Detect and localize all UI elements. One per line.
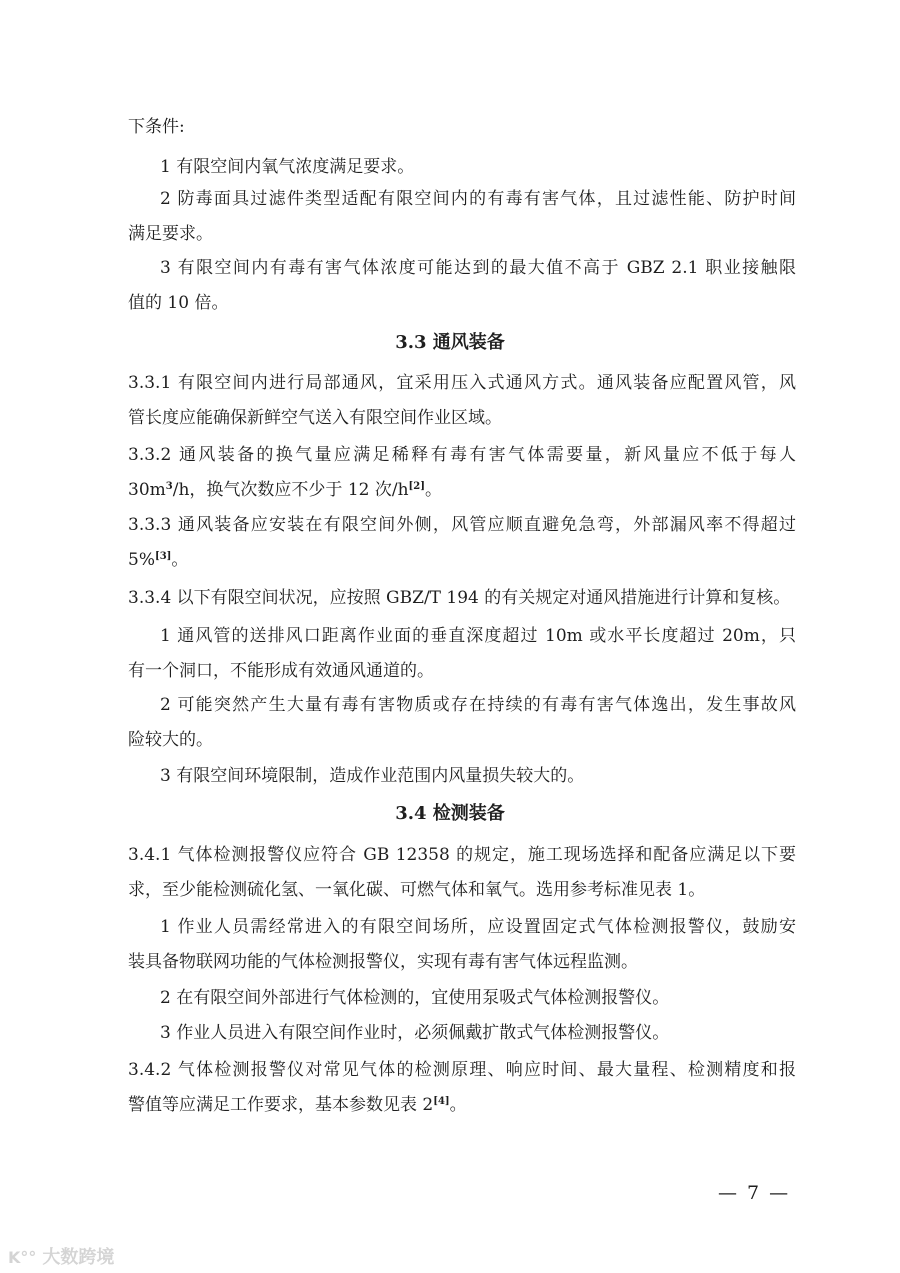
text-segment: 。 xyxy=(449,1095,467,1115)
text-segment: 下条件: xyxy=(128,117,185,137)
text-segment: 2 可能突然产生大量有毒有害物质或存在持续的有毒有害气体逸出，发生事故风 xyxy=(160,695,796,715)
list-item-line xyxy=(128,729,796,751)
text-segment: 管长度应能确保新鲜空气送入有限空间作业区域。 xyxy=(128,408,502,428)
text-segment: 3 有限空间内有毒有害气体浓度可能达到的最大值不高于 GBZ 2.1 职业接触限 xyxy=(160,258,796,278)
text-segment: 3 有限空间环境限制，造成作业范围内风量损失较大的。 xyxy=(160,766,585,786)
text-segment: 1 作业人员需经常进入的有限空间场所，应设置固定式气体检测报警仪，鼓励安 xyxy=(160,917,796,937)
paragraph-line xyxy=(128,844,796,866)
watermark xyxy=(8,1243,114,1269)
section-heading: 3.4 检测装备 xyxy=(395,803,505,824)
text-segment: 1 有限空间内氧气浓度满足要求。 xyxy=(160,157,415,177)
list-item-line xyxy=(160,987,796,1009)
text-segment: 险较大的。 xyxy=(128,730,213,750)
text-segment: 。 xyxy=(171,550,189,570)
paragraph-line xyxy=(128,444,796,466)
text-segment: 1 通风管的送排风口距离作业面的垂直深度超过 10m 或水平长度超过 20m，只 xyxy=(160,626,796,646)
superscript: [3] xyxy=(154,551,172,562)
text-segment: 3.4.2 气体检测报警仪对常见气体的检测原理、响应时间、最大量程、检测精度和报 xyxy=(128,1060,796,1080)
list-item-line xyxy=(160,625,796,647)
paragraph-line xyxy=(128,372,796,394)
list-item-line xyxy=(160,257,796,279)
list-item-line xyxy=(128,292,796,314)
list-item-line xyxy=(160,765,796,787)
list-item-line xyxy=(160,916,796,938)
paragraph-line xyxy=(128,549,796,571)
text-segment: 5% xyxy=(128,550,155,570)
text-segment: 3 作业人员进入有限空间作业时，必须佩戴扩散式气体检测报警仪。 xyxy=(160,1023,670,1043)
text-segment: 3.3.3 通风装备应安装在有限空间外侧，风管应顺直避免急弯，外部漏风率不得超过 xyxy=(128,515,796,535)
superscript: [4] xyxy=(433,1096,450,1107)
watermark-logo: K°° xyxy=(8,1248,37,1267)
list-item-line xyxy=(128,660,796,682)
paragraph-line xyxy=(128,587,796,609)
text-segment: 警值等应满足工作要求，基本参数见表 2 xyxy=(128,1095,434,1115)
list-item-line xyxy=(160,1022,796,1044)
text-segment: 值的 10 倍。 xyxy=(128,293,229,313)
text-segment: 3.3.2 通风装备的换气量应满足稀释有毒有害气体需要量，新风量应不低于每人 xyxy=(128,445,796,465)
text-segment: 3.3.1 有限空间内进行局部通风，宜采用压入式通风方式。通风装备应配置风管，风 xyxy=(128,373,796,393)
paragraph-line xyxy=(128,879,796,901)
list-item-line xyxy=(160,694,796,716)
list-item-line xyxy=(160,188,796,210)
text-segment: /h，换气次数应不少于 12 次/h xyxy=(172,480,409,500)
superscript: 3 xyxy=(165,481,173,492)
paragraph-line xyxy=(128,479,796,501)
text-segment: 。 xyxy=(424,480,442,500)
text-segment: 2 防毒面具过滤件类型适配有限空间内的有毒有害气体，且过滤性能、防护时间 xyxy=(160,189,796,209)
text-segment: 30m xyxy=(128,480,166,500)
list-item-line xyxy=(128,951,796,973)
page-number: — 7 — xyxy=(718,1182,791,1204)
list-item-line xyxy=(160,156,796,178)
text-segment: 3.3.4 以下有限空间状况，应按照 GBZ/T 194 的有关规定对通风措施进行计算和复核。 xyxy=(128,588,791,608)
text-segment: 装具备物联网功能的气体检测报警仪，实现有毒有害气体远程监测。 xyxy=(128,952,638,972)
text-segment: 满足要求。 xyxy=(128,224,213,244)
superscript: [2] xyxy=(408,481,425,492)
watermark-text: 大数跨境 xyxy=(42,1247,115,1268)
paragraph-line xyxy=(128,116,796,138)
section-heading: 3.3 通风装备 xyxy=(395,332,505,353)
paragraph-line xyxy=(128,1059,796,1081)
list-item-line xyxy=(128,223,796,245)
paragraph-line xyxy=(128,407,796,429)
text-segment: 有一个洞口，不能形成有效通风通道的。 xyxy=(128,661,434,681)
text-segment: 求，至少能检测硫化氢、一氧化碳、可燃气体和氧气。选用参考标准见表 1。 xyxy=(128,880,706,900)
text-segment: 3.4.1 气体检测报警仪应符合 GB 12358 的规定，施工现场选择和配备应满足以下要 xyxy=(128,845,796,865)
paragraph-line xyxy=(128,1094,796,1116)
paragraph-line xyxy=(128,514,796,536)
text-segment: 2 在有限空间外部进行气体检测的，宜使用泵吸式气体检测报警仪。 xyxy=(160,988,670,1008)
